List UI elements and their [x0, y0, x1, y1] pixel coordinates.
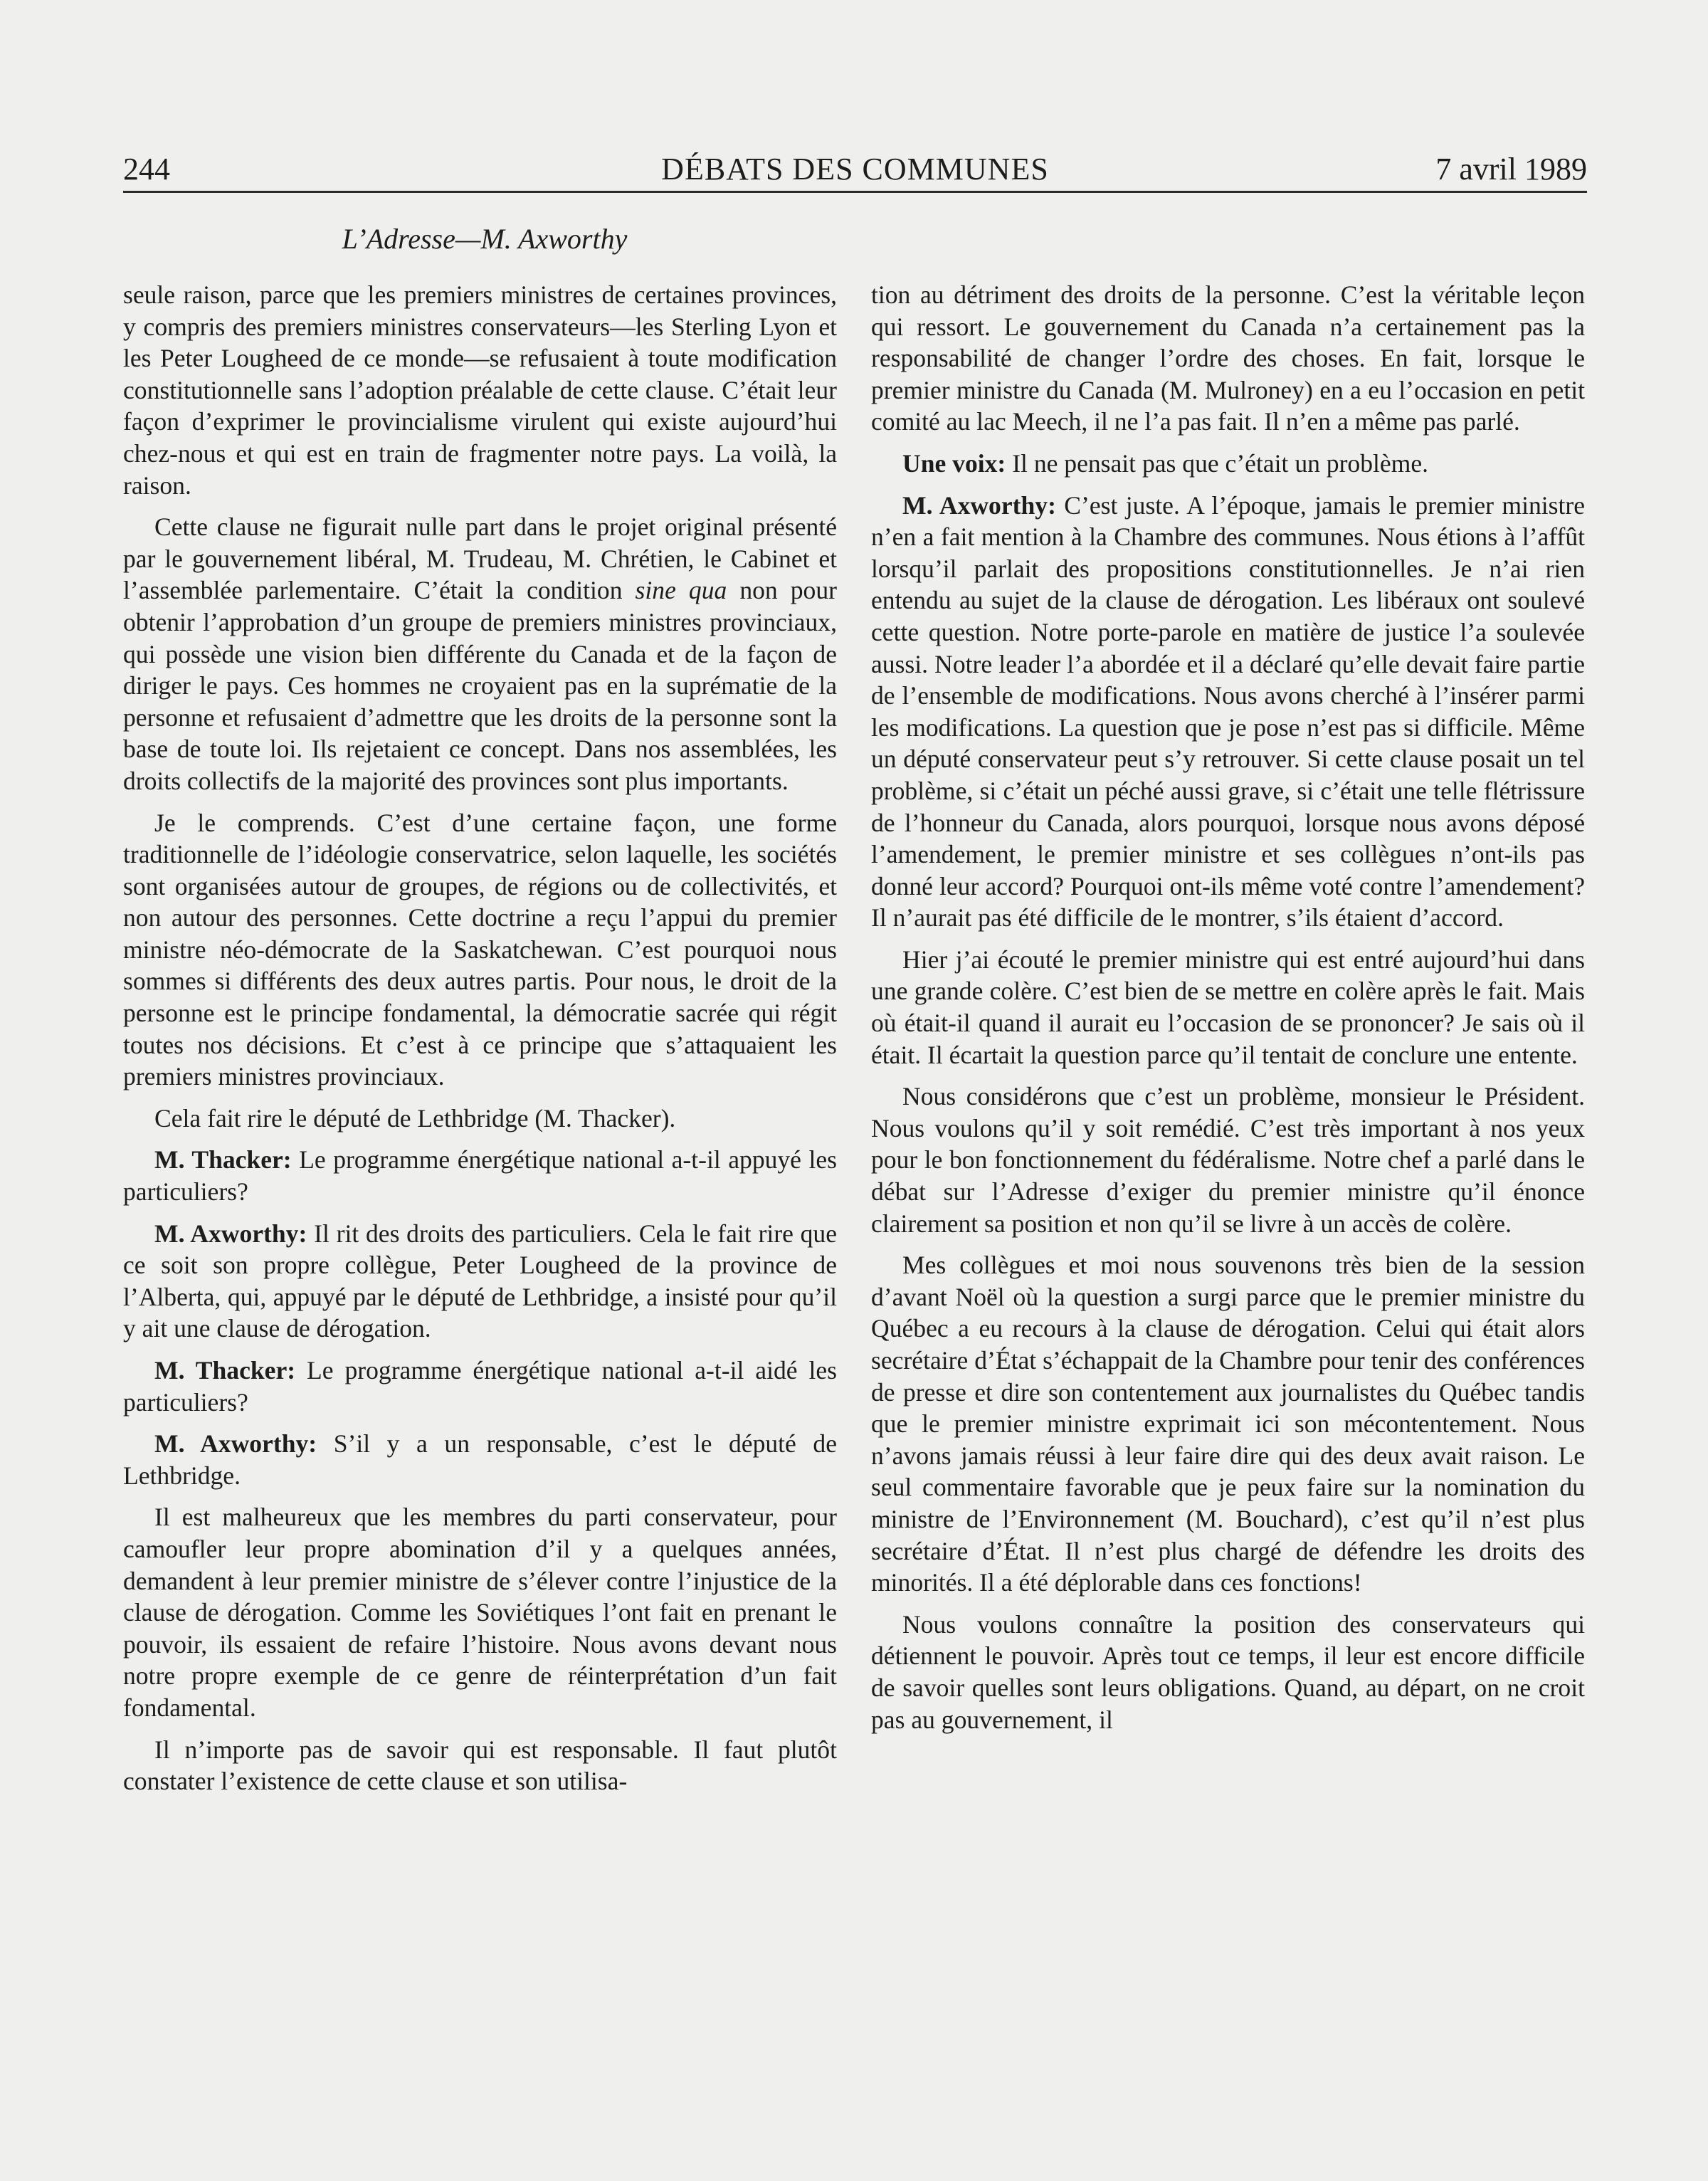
page-header: [123, 148, 1587, 193]
speaker-name: M. Thacker:: [154, 1356, 296, 1384]
speech: [871, 448, 1585, 480]
text-run: Cette clause ne figurait nulle part dans le projet original présenté par le gouvernement libéral, M. Trudeau, M. Chrétien, le Cabinet et l’assemblée parlementaire. C’était la condition: [123, 513, 837, 605]
speaker-name: M. Axworthy:: [902, 490, 1056, 520]
paragraph: Je le comprends. C’est d’une certaine façon, une forme traditionnelle de l’idéologie conservatrice, selon laquelle, les sociétés sont organisées autour de groupes, de régions ou de collectivités, et non autour des personnes. Cette doctrine a reçu l’appui du premier ministre néo-démocrate de la Saskatchewan. C’est pourquoi nous sommes si différents des deux autres partis. Pour nous, le droit de la personne est le principe fondamental, la démocratie sacrée qui régit toutes nos décisions. Et c’est à ce principe que s’attaquaient les premiers ministres provinciaux.: [123, 808, 837, 1091]
paragraph: Il est malheureux que les membres du parti conservateur, pour camoufler leur propre abomination d’il y a quelques années, demandent à leur premier ministre de s’élever contre l’injustice de la clause de dérogation. Comme les Soviétiques l’ont fait en prenant le pouvoir, ils essaient de refaire l’histoire. Nous avons devant nous notre propre exemple de ce genre de réinterprétation d’un fait fondamental.: [123, 1503, 837, 1722]
speech: [123, 1428, 837, 1491]
paragraph: tion au détriment des droits de la personne. C’est la véritable leçon qui ressort. Le gouvernement du Canada n’a certainement pas la responsabilité de changer l’ordre des choses. En fait, lorsque le premier ministre du Canada (M. Mulroney) en a eu l’occasion en petit comité au lac Meech, il ne l’a pas fait. Il n’en a même pas parlé.: [871, 280, 1585, 436]
paragraph: Mes collègues et moi nous souvenons très bien de la session d’avant Noël où la question a surgi parce que le premier ministre du Québec a eu recours à la clause de dérogation. Celui qui était alors secrétaire d’État s’échappait de la Chambre pour tenir des conférences de presse et dire son contentement aux journalistes du Québec tandis que le premier ministre exprimait ici son mécontentement. Nous n’avons jamais réussi à leur faire dire qui des deux avait raison. Le seul commentaire favorable que je peux faire sur la nomination du ministre de l’Environnement (M. Bouchard), c’est qu’il n’est plus secrétaire d’État. Il n’est plus chargé de défendre les droits des minorités. Il a été déplorable dans ces fonctions!: [871, 1251, 1585, 1597]
paragraph: Nous considérons que c’est un problème, monsieur le Président. Nous voulons qu’il y soit remédié. C’est très important à nos yeux pour le bon fonctionnement du fédéralisme. Notre chef a parlé dans le débat sur l’Adresse d’exiger du premier ministre qu’il énonce clairement sa position et non qu’il se livre à un accès de colère.: [871, 1082, 1585, 1238]
speech: [123, 1218, 837, 1345]
speaker-name: M. Thacker:: [154, 1145, 292, 1174]
speech-text: S’il y a un responsable, c’est le député de Lethbridge.: [123, 1429, 837, 1490]
journal-title: DÉBATS DES COMMUNES: [661, 152, 1049, 186]
speech-text: Il ne pensait pas que c’était un problème.: [1012, 448, 1429, 478]
issue-date: 7 avril 1989: [1435, 152, 1587, 186]
paragraph: [123, 511, 837, 797]
paragraph: Nous voulons connaître la position des conservateurs qui détiennent le pouvoir. Après tout ce temps, il leur est encore difficile de savoir quelles sont leurs obligations. Quand, au départ, on ne croit pas au gouvernement, il: [871, 1609, 1585, 1734]
paragraph: Cela fait rire le député de Lethbridge (M. Thacker).: [154, 1103, 676, 1132]
speech-text: Le programme énergétique national a-t-il aidé les particuliers?: [123, 1356, 837, 1417]
italic-phrase: sine qua: [635, 576, 727, 605]
speech-text: Il rit des droits des particuliers. Cela le fait rire que ce soit son propre collègue, Peter Lougheed de la province de l’Alberta, qui, appuyé par le député de Lethbridge, a insisté pour qu’il y ait une clause de dérogation.: [123, 1219, 837, 1343]
text-run: non pour obtenir l’approbation d’un groupe de premiers ministres provinciaux, qui possède une vision bien différente du Canada et de la façon de diriger le pays. Ces hommes ne croyaient pas en la suprématie de la personne et refusaient d’admettre que les droits de la personne sont la base de toute loi. Ils rejetaient ce concept. Dans nos assemblées, les droits collectifs de la majorité des provinces sont plus importants.: [123, 576, 837, 795]
speech-text: C’est juste. A l’époque, jamais le premier ministre n’en a fait mention à la Chambre des communes. Nous étions à l’affût lorsqu’il parlait des propositions constitutionnelles. Je n’ai rien entendu au sujet de la clause de dérogation. Les libéraux ont soulevé cette question. Notre porte-parole en matière de justice l’a soulevée aussi. Notre leader l’a abordée et il a déclaré qu’elle devait faire partie de l’ensemble de modifications. Nous avons cherché à l’insérer parmi les modifications. La question que je pose n’est pas si difficile. Même un député conservateur peut s’y retrouver. Si cette clause posait un tel problème, si c’était un péché aussi grave, si c’était une telle flétrissure de l’honneur du Canada, alors pourquoi, lorsque nous avons déposé l’amendement, le premier ministre et ses collègues n’ont-ils pas donné leur accord? Pourquoi ont-ils même voté contre l’amendement? Il n’aurait pas été difficile de le montrer, s’ils étaient d’accord.: [871, 490, 1585, 932]
page-number: 244: [123, 152, 170, 186]
speech: [123, 1144, 837, 1207]
left-column: [123, 279, 837, 1807]
running-head: L’Adresse—M. Axworthy: [342, 223, 628, 255]
speech: [123, 1355, 837, 1418]
paragraph: Hier j’ai écouté le premier ministre qui est entré aujourd’hui dans une grande colère. C’est bien de se mettre en colère après le fait. Mais où était-il quand il aurait eu l’occasion de se prononcer? Je sais où il était. Il écartait la question parce qu’il tentait de conclure une entente.: [871, 945, 1585, 1069]
speaker-name: M. Axworthy:: [154, 1219, 307, 1248]
paragraph: seule raison, parce que les premiers ministres de certaines provinces, y compris des premiers ministres conservateurs—les Sterling Lyon et les Peter Lougheed de ce monde—se refusaient à toute modification constitutionnelle sans l’adoption préalable de cette clause. C’était leur façon d’exprimer le provincialisme virulent qui existe aujourd’hui chez-nous et qui est en train de fragmenter notre pays. La voilà, la raison.: [123, 280, 837, 500]
speech: [871, 490, 1585, 934]
speaker-name: Une voix:: [902, 448, 1006, 478]
right-column: [871, 279, 1585, 1745]
paragraph: Il n’importe pas de savoir qui est responsable. Il faut plutôt constater l’existence de cette clause et son utilisa-: [123, 1735, 837, 1796]
speech-text: Le programme énergétique national a-t-il appuyé les particuliers?: [123, 1145, 838, 1207]
speaker-name: M. Axworthy:: [154, 1429, 317, 1459]
